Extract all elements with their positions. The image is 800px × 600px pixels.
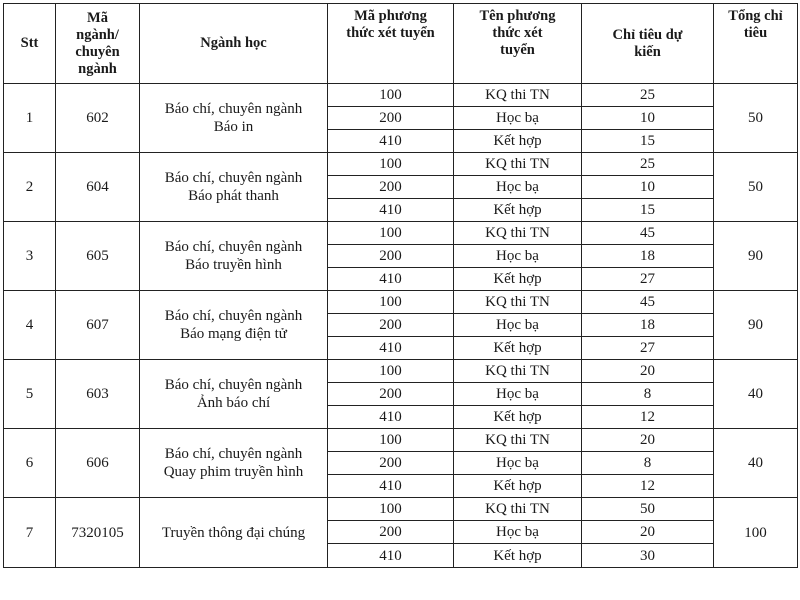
method-code-cell: 100 [328,153,454,176]
header-major: Ngành học [140,4,328,84]
stt-cell: 3 [4,222,56,291]
major-code-cell: 602 [56,84,140,153]
major-name-cell: Báo chí, chuyên ngành Quay phim truyền hình [140,429,328,498]
method-code-cell: 200 [328,107,454,130]
quota-cell: 20 [582,360,714,383]
quota-cell: 25 [582,153,714,176]
table-row [4,360,798,383]
major-name-cell: Báo chí, chuyên ngành Báo mạng điện tử [140,291,328,360]
method-name-cell: Kết hợp [454,337,582,360]
method-code-cell: 410 [328,475,454,498]
header-method-name: Tên phương thức xét tuyển [454,4,582,84]
major-name-cell: Báo chí, chuyên ngành Báo in [140,84,328,153]
method-code-cell: 410 [328,268,454,291]
header-major-code: Mã ngành/ chuyên ngành [56,4,140,84]
method-code-cell: 200 [328,176,454,199]
method-name-cell: KQ thi TN [454,84,582,107]
stt-cell: 6 [4,429,56,498]
table-body [4,84,798,568]
table-row [4,84,798,107]
header-row [4,4,798,84]
method-name-cell: Học bạ [454,314,582,337]
method-name-cell: Học bạ [454,521,582,544]
total-cell: 90 [714,222,798,291]
method-code-cell: 410 [328,337,454,360]
method-code-cell: 410 [328,130,454,153]
total-cell: 100 [714,498,798,568]
header-quota: Chỉ tiêu dự kiến [582,4,714,84]
quota-cell: 30 [582,544,714,568]
method-code-cell: 100 [328,84,454,107]
quota-cell: 15 [582,130,714,153]
quota-cell: 10 [582,176,714,199]
major-name-cell: Truyền thông đại chúng [140,498,328,568]
total-cell: 40 [714,360,798,429]
method-name-cell: Kết hợp [454,544,582,568]
method-name-cell: KQ thi TN [454,222,582,245]
stt-cell: 4 [4,291,56,360]
method-name-cell: Học bạ [454,383,582,406]
method-name-cell: Học bạ [454,452,582,475]
total-cell: 90 [714,291,798,360]
table-row [4,291,798,314]
quota-cell: 27 [582,268,714,291]
major-code-cell: 605 [56,222,140,291]
stt-cell: 5 [4,360,56,429]
quota-cell: 8 [582,383,714,406]
method-name-cell: Kết hợp [454,130,582,153]
quota-cell: 12 [582,406,714,429]
quota-cell: 15 [582,199,714,222]
table-row [4,498,798,521]
method-name-cell: Kết hợp [454,268,582,291]
major-code-cell: 606 [56,429,140,498]
quota-cell: 10 [582,107,714,130]
major-code-cell: 604 [56,153,140,222]
method-code-cell: 100 [328,291,454,314]
major-code-cell: 7320105 [56,498,140,568]
method-name-cell: Học bạ [454,176,582,199]
method-code-cell: 100 [328,222,454,245]
major-name-cell: Báo chí, chuyên ngành Báo truyền hình [140,222,328,291]
method-name-cell: Kết hợp [454,406,582,429]
method-name-cell: KQ thi TN [454,429,582,452]
method-code-cell: 200 [328,521,454,544]
major-name-cell: Báo chí, chuyên ngành Ảnh báo chí [140,360,328,429]
quota-cell: 45 [582,291,714,314]
method-code-cell: 100 [328,429,454,452]
header-method-code: Mã phương thức xét tuyển [328,4,454,84]
method-code-cell: 410 [328,406,454,429]
table-row [4,429,798,452]
quota-cell: 12 [582,475,714,498]
method-code-cell: 200 [328,383,454,406]
table-row [4,153,798,176]
quota-cell: 20 [582,429,714,452]
method-name-cell: Kết hợp [454,199,582,222]
method-name-cell: Kết hợp [454,475,582,498]
table-row [4,222,798,245]
method-code-cell: 410 [328,544,454,568]
quota-cell: 50 [582,498,714,521]
quota-cell: 20 [582,521,714,544]
method-code-cell: 200 [328,245,454,268]
quota-cell: 8 [582,452,714,475]
stt-cell: 7 [4,498,56,568]
major-code-cell: 603 [56,360,140,429]
quota-cell: 18 [582,314,714,337]
method-name-cell: KQ thi TN [454,498,582,521]
method-code-cell: 200 [328,452,454,475]
method-code-cell: 100 [328,360,454,383]
method-name-cell: KQ thi TN [454,360,582,383]
stt-cell: 1 [4,84,56,153]
admission-quota-table [3,3,798,568]
method-code-cell: 410 [328,199,454,222]
total-cell: 50 [714,153,798,222]
quota-cell: 25 [582,84,714,107]
header-total: Tổng chỉ tiêu [714,4,798,84]
method-name-cell: Học bạ [454,107,582,130]
quota-cell: 45 [582,222,714,245]
method-name-cell: Học bạ [454,245,582,268]
method-name-cell: KQ thi TN [454,291,582,314]
quota-cell: 18 [582,245,714,268]
quota-cell: 27 [582,337,714,360]
major-code-cell: 607 [56,291,140,360]
method-code-cell: 100 [328,498,454,521]
total-cell: 50 [714,84,798,153]
total-cell: 40 [714,429,798,498]
major-name-cell: Báo chí, chuyên ngành Báo phát thanh [140,153,328,222]
header-stt: Stt [4,4,56,84]
stt-cell: 2 [4,153,56,222]
method-code-cell: 200 [328,314,454,337]
method-name-cell: KQ thi TN [454,153,582,176]
